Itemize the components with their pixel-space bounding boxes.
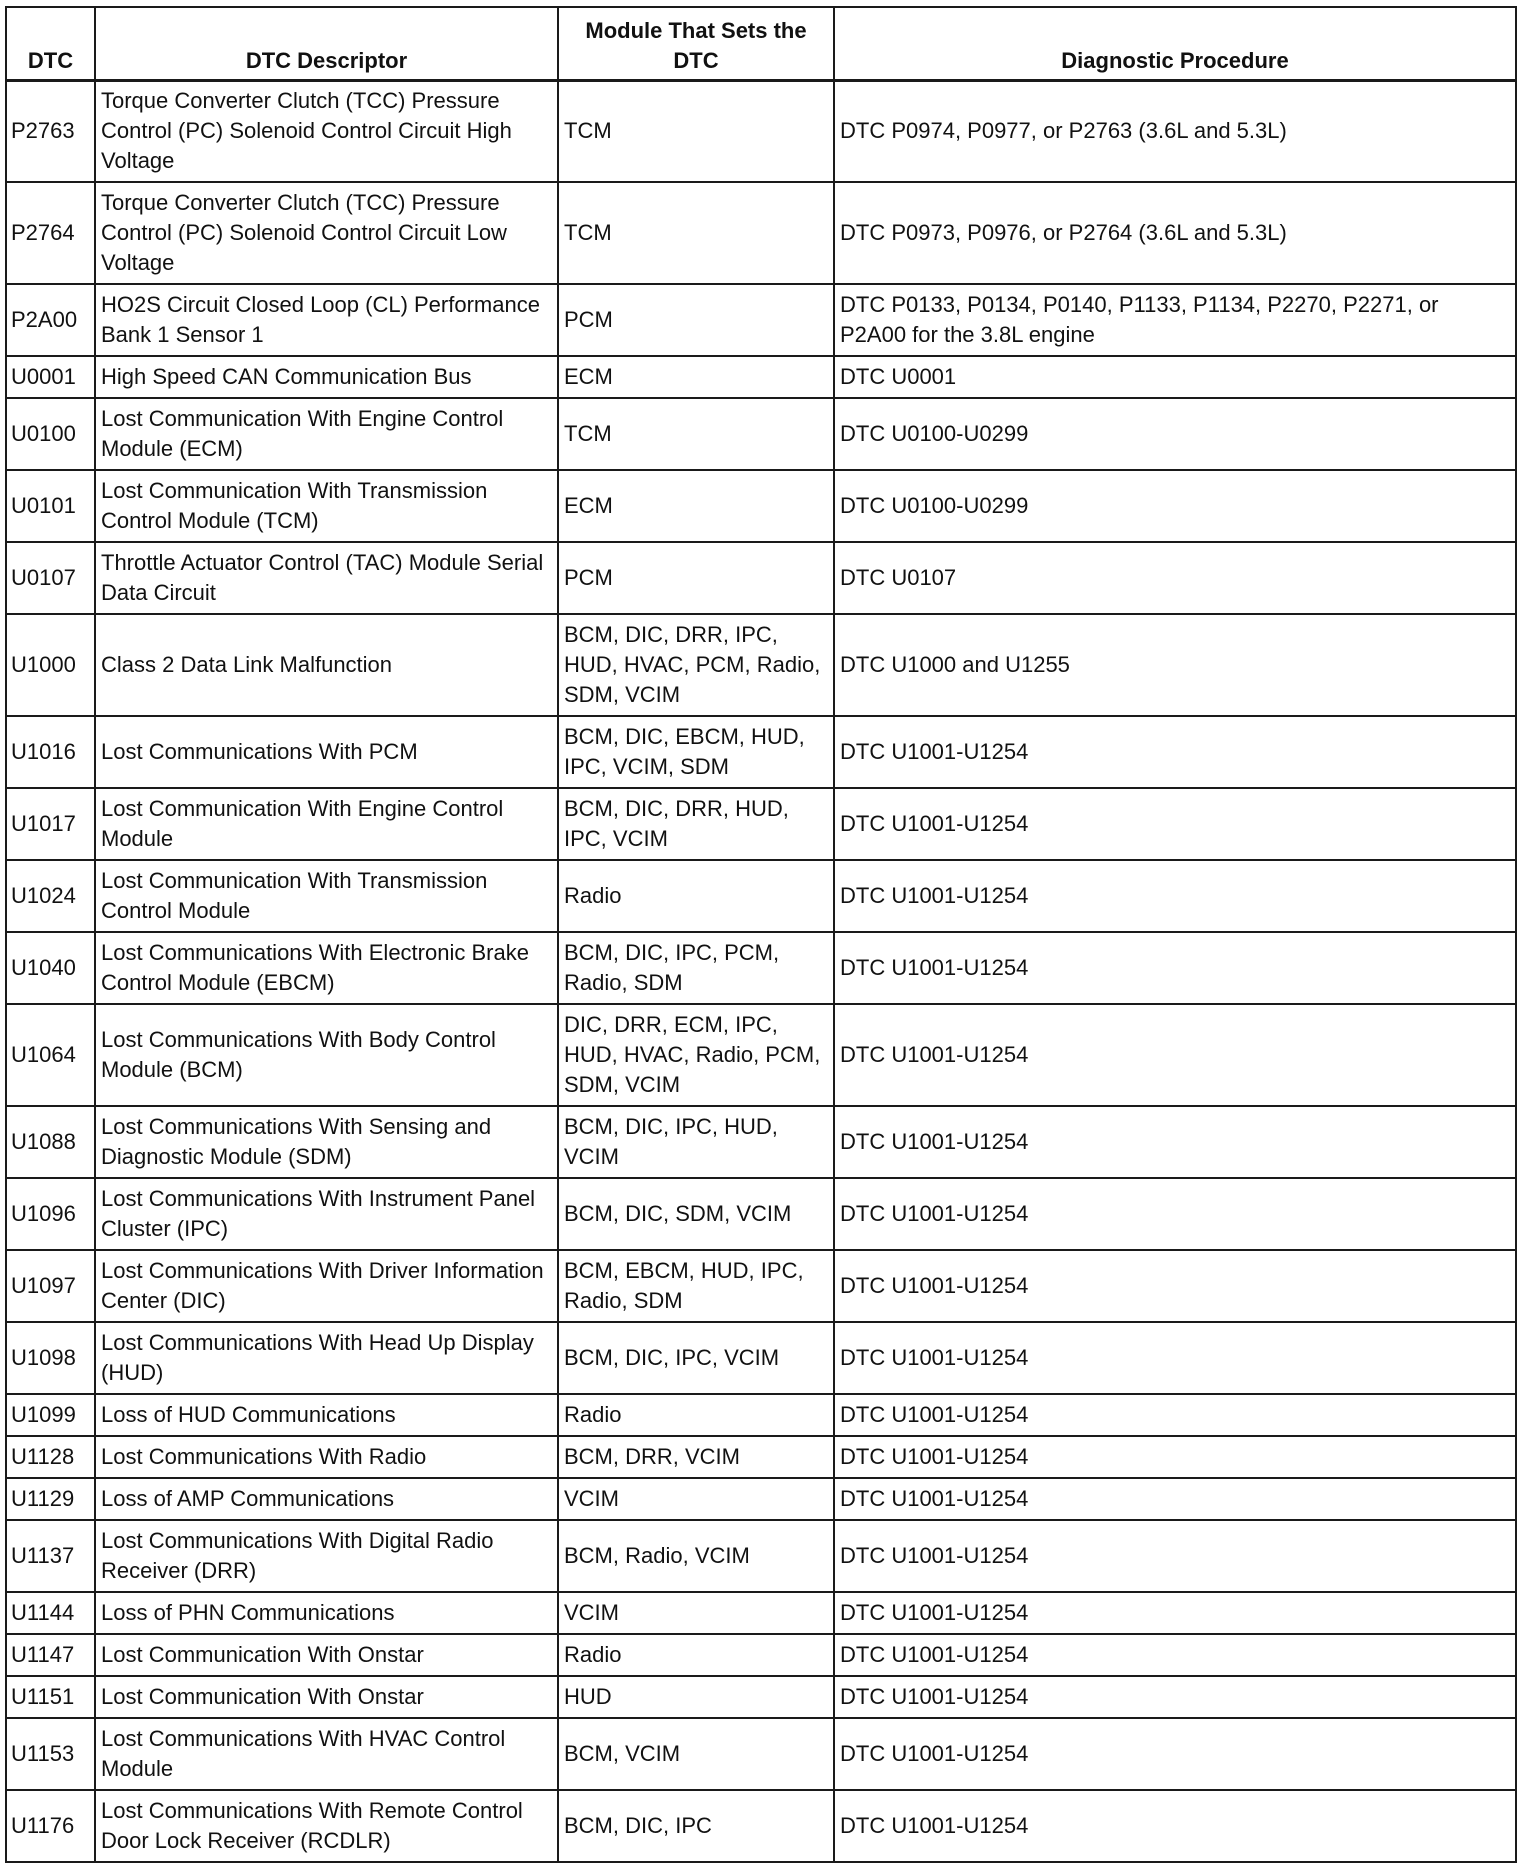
dtc-descriptor: Lost Communications With Digital Radio Receiver (DRR) [95, 1520, 558, 1592]
dtc-code: U1151 [6, 1676, 95, 1718]
dtc-code: U1128 [6, 1436, 95, 1478]
table-row [6, 1004, 1516, 1106]
diagnostic-procedure: DTC U1001-U1254 [834, 1004, 1516, 1106]
setting-module: DIC, DRR, ECM, IPC, HUD, HVAC, Radio, PCM, SDM, VCIM [558, 1004, 834, 1106]
diagnostic-procedure: DTC U0100-U0299 [834, 470, 1516, 542]
diagnostic-procedure: DTC U1001-U1254 [834, 1178, 1516, 1250]
setting-module: VCIM [558, 1592, 834, 1634]
dtc-code: U1064 [6, 1004, 95, 1106]
table-row [6, 1790, 1516, 1862]
table-row [6, 1718, 1516, 1790]
setting-module: BCM, DIC, IPC, VCIM [558, 1322, 834, 1394]
diagnostic-procedure: DTC U1001-U1254 [834, 1106, 1516, 1178]
dtc-descriptor: Lost Communications With Radio [95, 1436, 558, 1478]
dtc-code: U1147 [6, 1634, 95, 1676]
dtc-code: P2A00 [6, 284, 95, 356]
diagnostic-procedure: DTC U1000 and U1255 [834, 614, 1516, 716]
diagnostic-procedure: DTC U1001-U1254 [834, 1520, 1516, 1592]
table-row [6, 398, 1516, 470]
setting-module: TCM [558, 182, 834, 284]
dtc-descriptor: HO2S Circuit Closed Loop (CL) Performance Bank 1 Sensor 1 [95, 284, 558, 356]
table-row [6, 1676, 1516, 1718]
dtc-code: U1153 [6, 1718, 95, 1790]
setting-module: TCM [558, 80, 834, 182]
table-row [6, 284, 1516, 356]
table-row [6, 614, 1516, 716]
dtc-code: U1016 [6, 716, 95, 788]
dtc-code: P2763 [6, 80, 95, 182]
dtc-table [5, 6, 1517, 1863]
dtc-descriptor: Lost Communication With Onstar [95, 1634, 558, 1676]
diagnostic-procedure: DTC U1001-U1254 [834, 1250, 1516, 1322]
dtc-code: U0101 [6, 470, 95, 542]
dtc-code: U1129 [6, 1478, 95, 1520]
setting-module: BCM, Radio, VCIM [558, 1520, 834, 1592]
dtc-code: U1024 [6, 860, 95, 932]
dtc-descriptor: Lost Communication With Engine Control Module (ECM) [95, 398, 558, 470]
diagnostic-procedure: DTC U1001-U1254 [834, 1322, 1516, 1394]
dtc-descriptor: Lost Communications With Driver Information Center (DIC) [95, 1250, 558, 1322]
diagnostic-procedure: DTC U1001-U1254 [834, 1790, 1516, 1862]
diagnostic-procedure: DTC U1001-U1254 [834, 1394, 1516, 1436]
dtc-code: U0100 [6, 398, 95, 470]
diagnostic-procedure: DTC U0100-U0299 [834, 398, 1516, 470]
diagnostic-procedure: DTC U1001-U1254 [834, 932, 1516, 1004]
header-module: Module That Sets the DTC [558, 7, 834, 80]
setting-module: BCM, DRR, VCIM [558, 1436, 834, 1478]
diagnostic-procedure: DTC U0001 [834, 356, 1516, 398]
diagnostic-procedure: DTC U1001-U1254 [834, 1634, 1516, 1676]
setting-module: HUD [558, 1676, 834, 1718]
setting-module: VCIM [558, 1478, 834, 1520]
diagnostic-procedure: DTC P0973, P0976, or P2764 (3.6L and 5.3L) [834, 182, 1516, 284]
dtc-code: U1099 [6, 1394, 95, 1436]
dtc-descriptor: Loss of HUD Communications [95, 1394, 558, 1436]
table-row [6, 788, 1516, 860]
setting-module: BCM, DIC, IPC, HUD, VCIM [558, 1106, 834, 1178]
dtc-code: U1040 [6, 932, 95, 1004]
setting-module: BCM, DIC, IPC [558, 1790, 834, 1862]
dtc-descriptor: High Speed CAN Communication Bus [95, 356, 558, 398]
dtc-descriptor: Lost Communications With HVAC Control Module [95, 1718, 558, 1790]
diagnostic-procedure: DTC U1001-U1254 [834, 1436, 1516, 1478]
setting-module: ECM [558, 470, 834, 542]
setting-module: BCM, DIC, DRR, IPC, HUD, HVAC, PCM, Radio, SDM, VCIM [558, 614, 834, 716]
table-row [6, 1322, 1516, 1394]
dtc-descriptor: Torque Converter Clutch (TCC) Pressure Control (PC) Solenoid Control Circuit High Voltage [95, 80, 558, 182]
dtc-descriptor: Lost Communications With PCM [95, 716, 558, 788]
dtc-code: U1017 [6, 788, 95, 860]
dtc-descriptor: Lost Communication With Onstar [95, 1676, 558, 1718]
dtc-code: U0001 [6, 356, 95, 398]
table-row [6, 716, 1516, 788]
setting-module: BCM, DIC, IPC, PCM, Radio, SDM [558, 932, 834, 1004]
table-row [6, 1250, 1516, 1322]
diagnostic-procedure: DTC U1001-U1254 [834, 716, 1516, 788]
setting-module: Radio [558, 860, 834, 932]
table-row [6, 1478, 1516, 1520]
dtc-code: U1088 [6, 1106, 95, 1178]
diagnostic-procedure: DTC U1001-U1254 [834, 1718, 1516, 1790]
dtc-code: U1096 [6, 1178, 95, 1250]
diagnostic-procedure: DTC P0133, P0134, P0140, P1133, P1134, P2270, P2271, or P2A00 for the 3.8L engine [834, 284, 1516, 356]
document-page [5, 6, 1515, 1863]
dtc-descriptor: Loss of PHN Communications [95, 1592, 558, 1634]
dtc-descriptor: Lost Communications With Body Control Module (BCM) [95, 1004, 558, 1106]
table-row [6, 356, 1516, 398]
dtc-descriptor: Lost Communications With Remote Control Door Lock Receiver (RCDLR) [95, 1790, 558, 1862]
table-row [6, 1520, 1516, 1592]
dtc-descriptor: Lost Communications With Instrument Panel Cluster (IPC) [95, 1178, 558, 1250]
setting-module: Radio [558, 1634, 834, 1676]
dtc-code: U1144 [6, 1592, 95, 1634]
dtc-code: U0107 [6, 542, 95, 614]
setting-module: BCM, VCIM [558, 1718, 834, 1790]
dtc-descriptor: Loss of AMP Communications [95, 1478, 558, 1520]
dtc-descriptor: Throttle Actuator Control (TAC) Module Serial Data Circuit [95, 542, 558, 614]
table-row [6, 470, 1516, 542]
diagnostic-procedure: DTC U1001-U1254 [834, 1676, 1516, 1718]
dtc-descriptor: Lost Communications With Electronic Brake Control Module (EBCM) [95, 932, 558, 1004]
dtc-descriptor: Lost Communication With Transmission Control Module [95, 860, 558, 932]
dtc-code: U1176 [6, 1790, 95, 1862]
diagnostic-procedure: DTC U1001-U1254 [834, 1478, 1516, 1520]
dtc-code: U1098 [6, 1322, 95, 1394]
setting-module: BCM, DIC, SDM, VCIM [558, 1178, 834, 1250]
table-row [6, 1106, 1516, 1178]
table-row [6, 1394, 1516, 1436]
table-row [6, 1592, 1516, 1634]
setting-module: ECM [558, 356, 834, 398]
diagnostic-procedure: DTC P0974, P0977, or P2763 (3.6L and 5.3L) [834, 80, 1516, 182]
table-row [6, 932, 1516, 1004]
dtc-code: U1097 [6, 1250, 95, 1322]
table-row [6, 182, 1516, 284]
dtc-descriptor: Torque Converter Clutch (TCC) Pressure Control (PC) Solenoid Control Circuit Low Voltage [95, 182, 558, 284]
header-descriptor: DTC Descriptor [95, 7, 558, 80]
table-row [6, 1436, 1516, 1478]
table-header-row [6, 7, 1516, 80]
setting-module: BCM, DIC, EBCM, HUD, IPC, VCIM, SDM [558, 716, 834, 788]
header-procedure: Diagnostic Procedure [834, 7, 1516, 80]
setting-module: Radio [558, 1394, 834, 1436]
setting-module: PCM [558, 542, 834, 614]
dtc-descriptor: Lost Communication With Engine Control Module [95, 788, 558, 860]
table-row [6, 1178, 1516, 1250]
dtc-descriptor: Lost Communications With Head Up Display (HUD) [95, 1322, 558, 1394]
table-row [6, 80, 1516, 182]
table-row [6, 860, 1516, 932]
diagnostic-procedure: DTC U1001-U1254 [834, 1592, 1516, 1634]
table-row [6, 1634, 1516, 1676]
table-row [6, 542, 1516, 614]
dtc-code: U1000 [6, 614, 95, 716]
setting-module: BCM, EBCM, HUD, IPC, Radio, SDM [558, 1250, 834, 1322]
diagnostic-procedure: DTC U0107 [834, 542, 1516, 614]
diagnostic-procedure: DTC U1001-U1254 [834, 860, 1516, 932]
dtc-descriptor: Lost Communication With Transmission Control Module (TCM) [95, 470, 558, 542]
setting-module: PCM [558, 284, 834, 356]
dtc-descriptor: Lost Communications With Sensing and Diagnostic Module (SDM) [95, 1106, 558, 1178]
setting-module: BCM, DIC, DRR, HUD, IPC, VCIM [558, 788, 834, 860]
setting-module: TCM [558, 398, 834, 470]
dtc-descriptor: Class 2 Data Link Malfunction [95, 614, 558, 716]
dtc-code: U1137 [6, 1520, 95, 1592]
dtc-code: P2764 [6, 182, 95, 284]
diagnostic-procedure: DTC U1001-U1254 [834, 788, 1516, 860]
header-dtc: DTC [6, 7, 95, 80]
